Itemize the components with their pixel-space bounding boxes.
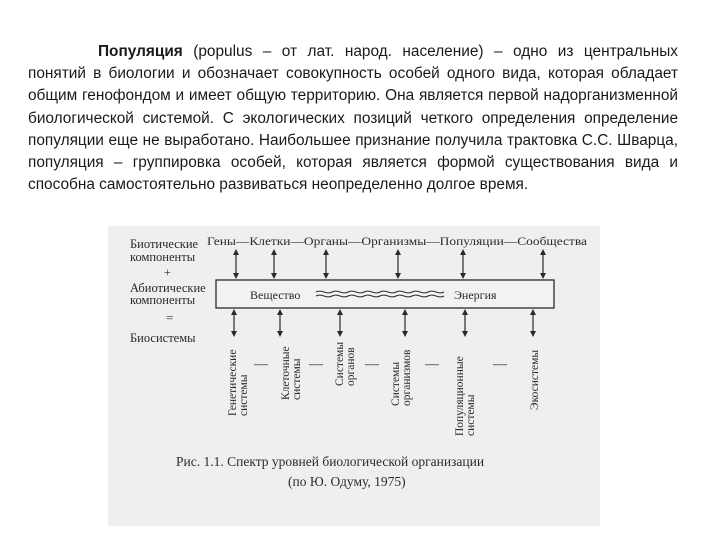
separator-4: — xyxy=(425,357,439,372)
intro-paragraph xyxy=(28,41,678,196)
population-systems-label-2: системы xyxy=(465,394,477,436)
abiotic-label-2: компоненты xyxy=(130,293,196,307)
separator-1: — xyxy=(254,357,268,372)
separator-5: — xyxy=(493,357,507,372)
organ-systems-label-1: Системы xyxy=(334,341,346,386)
substance-label: Вещество xyxy=(250,288,301,302)
cellular-systems-label-2: системы xyxy=(291,358,303,400)
bottom-arrows xyxy=(234,312,533,334)
levels-row: Гены—Клетки—Органы—Организмы—Популяции—Сообщества xyxy=(207,236,587,248)
abiotic-label-1: Абиотические xyxy=(130,281,206,295)
genetic-systems-label-2: системы xyxy=(238,374,250,416)
paragraph-body: (populus – от лат. народ. население) – одно из центральных понятий в биологии и обозначает совокупность особей одного вида, которая обладает общим генофондом и имеет общую территорию. Она является первой надорганизменной биологической системой. С экологических позиций четкого определения определение популяции еще не выработано. Наибольшее признание получила трактовка С.С. Шварца, популяция – группировка особей, которая является формой существования вида и способна самостоятельно развиваться неопределенно долгое время. xyxy=(28,43,678,194)
organism-systems-label-1: Системы xyxy=(390,361,402,406)
separator-2: — xyxy=(309,357,323,372)
biosystems-label: Биосистемы xyxy=(130,331,196,345)
biotic-label-1: Биотические xyxy=(130,237,199,251)
figure-caption xyxy=(176,452,556,492)
separator-3: — xyxy=(365,357,379,372)
equals-sign: = xyxy=(166,310,174,325)
biotic-label-2: компоненты xyxy=(130,250,196,264)
energy-label: Энергия xyxy=(454,288,497,302)
population-systems-label-1: Популяционные xyxy=(454,356,466,436)
genetic-systems-label-1: Генетические xyxy=(227,349,239,416)
caption-line-1: Рис. 1.1. Спектр уровней биологической организации xyxy=(176,454,485,469)
ecosystems-label: Экосистемы xyxy=(529,349,541,410)
term-populyatsiya: Популяция xyxy=(98,43,183,60)
caption-line-2: (по Ю. Одуму, 1975) xyxy=(288,474,406,489)
top-arrows xyxy=(236,252,543,276)
cellular-systems-label-1: Клеточные xyxy=(280,346,292,400)
organ-systems-label-2: органов xyxy=(345,347,357,386)
organism-systems-label-2: организмов xyxy=(401,349,413,406)
plus-sign: + xyxy=(164,265,171,279)
